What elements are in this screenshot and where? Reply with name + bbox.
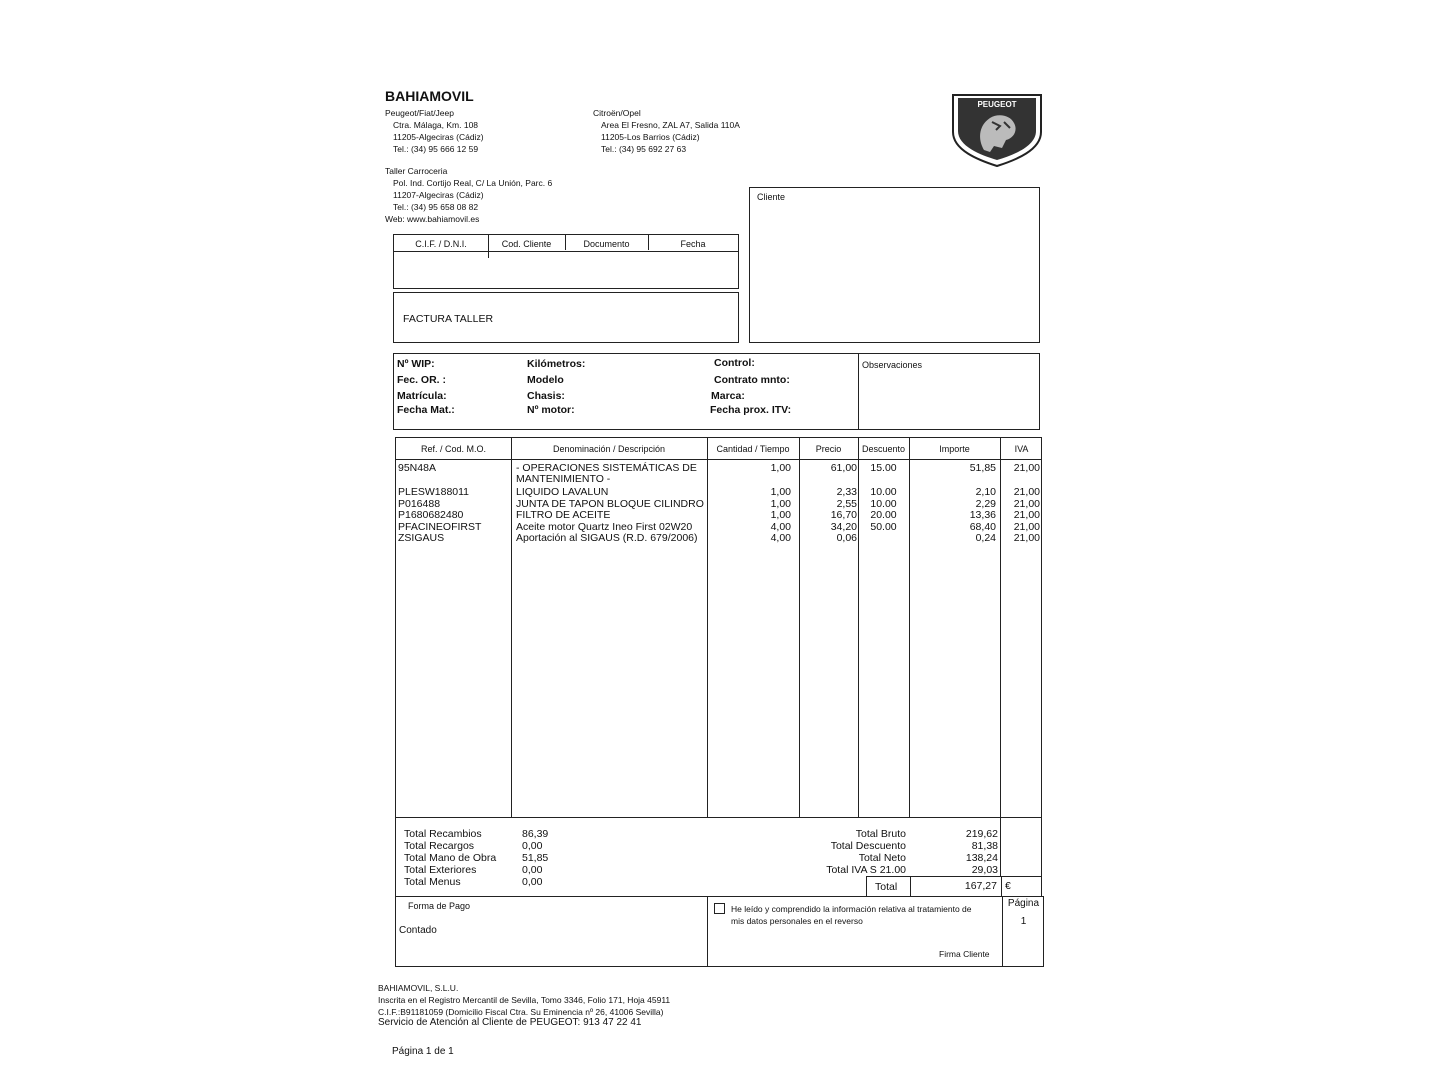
address-block-1 [385, 107, 484, 155]
cell-description-cont: MANTENIMIENTO - [516, 473, 611, 485]
address-line: Taller Carroceria [385, 166, 448, 176]
model-label: Modelo [527, 374, 564, 386]
website: Web: www.bahiamovil.es [385, 214, 480, 224]
registration-date-label: Fecha Mat.: [397, 404, 455, 416]
id-header-document: Documento [583, 239, 630, 249]
table-row [396, 498, 1041, 510]
discount-total-value: 81,38 [971, 840, 998, 852]
total-labour-value: 51,85 [522, 852, 549, 864]
vat-total-value: 29,03 [971, 864, 998, 876]
plate-label: Matrícula: [397, 390, 447, 402]
cell-description: Aportación al SIGAUS (R.D. 679/2006) [516, 532, 698, 544]
cell-price: 61,00 [830, 462, 857, 474]
col-header-quantity: Cantidad / Tiempo [716, 444, 790, 454]
logo-text: PEUGEOT [977, 100, 1017, 109]
vat-total-label: Total IVA S 21.00 [826, 864, 906, 876]
cell-price: 0,06 [836, 532, 857, 544]
cell-quantity: 4,00 [770, 532, 791, 544]
wip-label: Nº WIP: [397, 358, 435, 370]
total-external-label: Total Exteriores [404, 864, 477, 876]
cell-quantity: 1,00 [770, 486, 791, 498]
address-line: 11205-Algeciras (Cádiz) [393, 132, 484, 142]
table-row [396, 509, 1041, 521]
control-label: Control: [714, 357, 755, 369]
address-line: Ctra. Málaga, Km. 108 [393, 120, 479, 130]
payment-method-value: Contado [399, 925, 437, 936]
col-header-description: Denominación / Descripción [552, 444, 666, 454]
cell-quantity: 1,00 [770, 462, 791, 474]
cell-amount: 2,10 [975, 486, 996, 498]
totals-right-values [910, 828, 998, 876]
consent-checkbox[interactable] [714, 903, 725, 914]
address-line: Peugeot/Fiat/Jeep [385, 108, 454, 118]
cell-vat: 21,00 [1013, 486, 1040, 498]
line-items-table [395, 437, 1042, 818]
address-line: 11205-Los Barrios (Cádiz) [601, 132, 700, 142]
total-surcharges-label: Total Recargos [404, 840, 475, 852]
col-header-vat: IVA [1014, 444, 1029, 454]
document-type: FACTURA TALLER [403, 313, 494, 325]
cell-amount: 0,24 [975, 532, 996, 544]
totals-left-labels [404, 828, 496, 888]
page-number: 1 [1020, 916, 1027, 927]
contract-label: Contrato mnto: [714, 374, 790, 386]
currency-symbol: € [1005, 880, 1011, 892]
customer-service: Servicio de Atención al Cliente de PEUGEOT: 913 47 22 41 [378, 1017, 642, 1028]
total-menus-value: 0,00 [522, 876, 543, 888]
id-header-date: Fecha [680, 239, 706, 249]
engine-number-label: Nº motor: [527, 404, 575, 416]
cell-discount: 15.00 [870, 462, 897, 474]
legal-footer [378, 982, 670, 1018]
cell-description: Aceite motor Quartz Ineo First 02W20 [516, 520, 693, 533]
consent-line: mis datos personales en el reverso [731, 916, 863, 926]
address-block-2 [593, 107, 740, 155]
cell-price: 16,70 [830, 509, 857, 521]
page-label: Página [1007, 898, 1040, 909]
totals-right-labels [776, 828, 906, 876]
cell-vat: 21,00 [1013, 462, 1040, 474]
cell-vat: 21,00 [1013, 520, 1040, 533]
col-header-price: Precio [815, 444, 842, 454]
net-total-label: Total Neto [858, 852, 906, 864]
cell-quantity: 1,00 [770, 497, 791, 510]
net-total-value: 138,24 [965, 852, 998, 864]
discount-total-label: Total Descuento [830, 840, 906, 852]
signature-label: Firma Cliente [939, 949, 990, 959]
id-table [393, 234, 739, 289]
grand-total-box [866, 876, 1042, 897]
footer-line: C.I.F.:B91181059 (Domicilio Fiscal Ctra. Su Eminencia nº 26, 41006 Sevilla) [378, 1007, 664, 1017]
km-label: Kilómetros: [527, 358, 586, 370]
address-line: Tel.: (34) 95 692 27 63 [601, 144, 687, 154]
cell-vat: 21,00 [1013, 532, 1040, 544]
col-header-discount: Descuento [861, 444, 906, 454]
observations-label: Observaciones [862, 360, 923, 370]
total-parts-value: 86,39 [522, 828, 549, 840]
total-labour-label: Total Mano de Obra [404, 852, 497, 864]
totals-left-values [522, 828, 548, 888]
cell-price: 2,33 [836, 486, 857, 498]
total-surcharges-value: 0,00 [522, 840, 543, 852]
address-line: Citroën/Opel [593, 108, 641, 118]
cell-vat: 21,00 [1013, 509, 1040, 521]
cell-description: JUNTA DE TAPON BLOQUE CILINDRO [516, 497, 704, 510]
cell-quantity: 4,00 [770, 520, 791, 533]
cell-ref: P1680682480 [398, 509, 464, 521]
cell-description: LIQUIDO LAVALUN [516, 486, 609, 498]
cell-amount: 2,29 [975, 497, 996, 510]
cell-price: 34,20 [830, 520, 857, 533]
chassis-label: Chasis: [527, 390, 565, 402]
consent-line: He leído y comprendido la información relativa al tratamiento de [731, 904, 972, 914]
page-count: Página 1 de 1 [392, 1046, 454, 1057]
table-row [396, 532, 1041, 544]
id-header-client-code: Cod. Cliente [501, 239, 552, 249]
table-row [396, 486, 1041, 498]
document-type-box [393, 292, 739, 343]
client-label: Cliente [757, 192, 786, 202]
cell-discount: 50.00 [870, 520, 897, 533]
address-line: Pol. Ind. Cortijo Real, C/ La Unión, Parc. 6 [393, 178, 553, 188]
cell-discount: 10.00 [870, 486, 897, 498]
cell-description: - OPERACIONES SISTEMÁTICAS DE [516, 462, 697, 474]
company-name: BAHIAMOVIL [385, 88, 474, 104]
itv-date-label: Fecha prox. ITV: [710, 404, 792, 416]
cell-ref: PLESW188011 [398, 486, 470, 498]
or-date-label: Fec. OR. : [397, 374, 447, 386]
address-line: Area El Fresno, ZAL A7, Salida 110A [601, 120, 740, 130]
cell-quantity: 1,00 [770, 509, 791, 521]
address-block-3 [385, 165, 552, 225]
cell-ref: PFACINEOFIRST [398, 520, 482, 533]
cell-amount: 68,40 [969, 520, 996, 533]
consent-text [731, 903, 972, 927]
address-line: 11207-Algeciras (Cádiz) [393, 190, 484, 200]
cell-description: FILTRO DE ACEITE [516, 509, 611, 521]
gross-total-value: 219,62 [965, 828, 998, 840]
table-row [396, 521, 1041, 533]
payment-method-label: Forma de Pago [408, 901, 471, 911]
grand-total-value: 167,27 [964, 880, 997, 892]
total-parts-label: Total Recambios [404, 828, 482, 840]
cell-ref: 95N48A [398, 462, 436, 474]
peugeot-logo [950, 92, 1044, 168]
table-row [396, 462, 1041, 486]
grand-total-label: Total [875, 881, 898, 893]
client-box [749, 187, 1040, 343]
brand-label: Marca: [711, 390, 745, 402]
cell-discount: 10.00 [870, 497, 897, 510]
cell-amount: 13,36 [969, 509, 996, 521]
footer-line: Inscrita en el Registro Mercantil de Sevilla, Tomo 3346, Folio 171, Hoja 45911 [378, 995, 671, 1005]
cell-amount: 51,85 [969, 462, 996, 474]
gross-total-label: Total Bruto [855, 828, 906, 840]
cell-ref: ZSIGAUS [398, 532, 445, 544]
cell-discount: 20.00 [870, 509, 897, 521]
col-header-amount: Importe [939, 444, 970, 454]
cell-vat: 21,00 [1013, 497, 1040, 510]
vehicle-info-box [393, 353, 1040, 430]
cell-price: 2,55 [836, 497, 857, 510]
footer-line: BAHIAMOVIL, S.L.U. [378, 983, 459, 993]
id-header-cif: C.I.F. / D.N.I. [415, 239, 467, 249]
total-menus-label: Total Menus [404, 876, 461, 888]
payment-section [395, 896, 1044, 967]
address-line: Tel.: (34) 95 666 12 59 [393, 144, 479, 154]
cell-ref: P016488 [398, 497, 441, 510]
address-line: Tel.: (34) 95 658 08 82 [393, 202, 479, 212]
total-external-value: 0,00 [522, 864, 543, 876]
col-header-ref: Ref. / Cod. M.O. [420, 444, 487, 454]
